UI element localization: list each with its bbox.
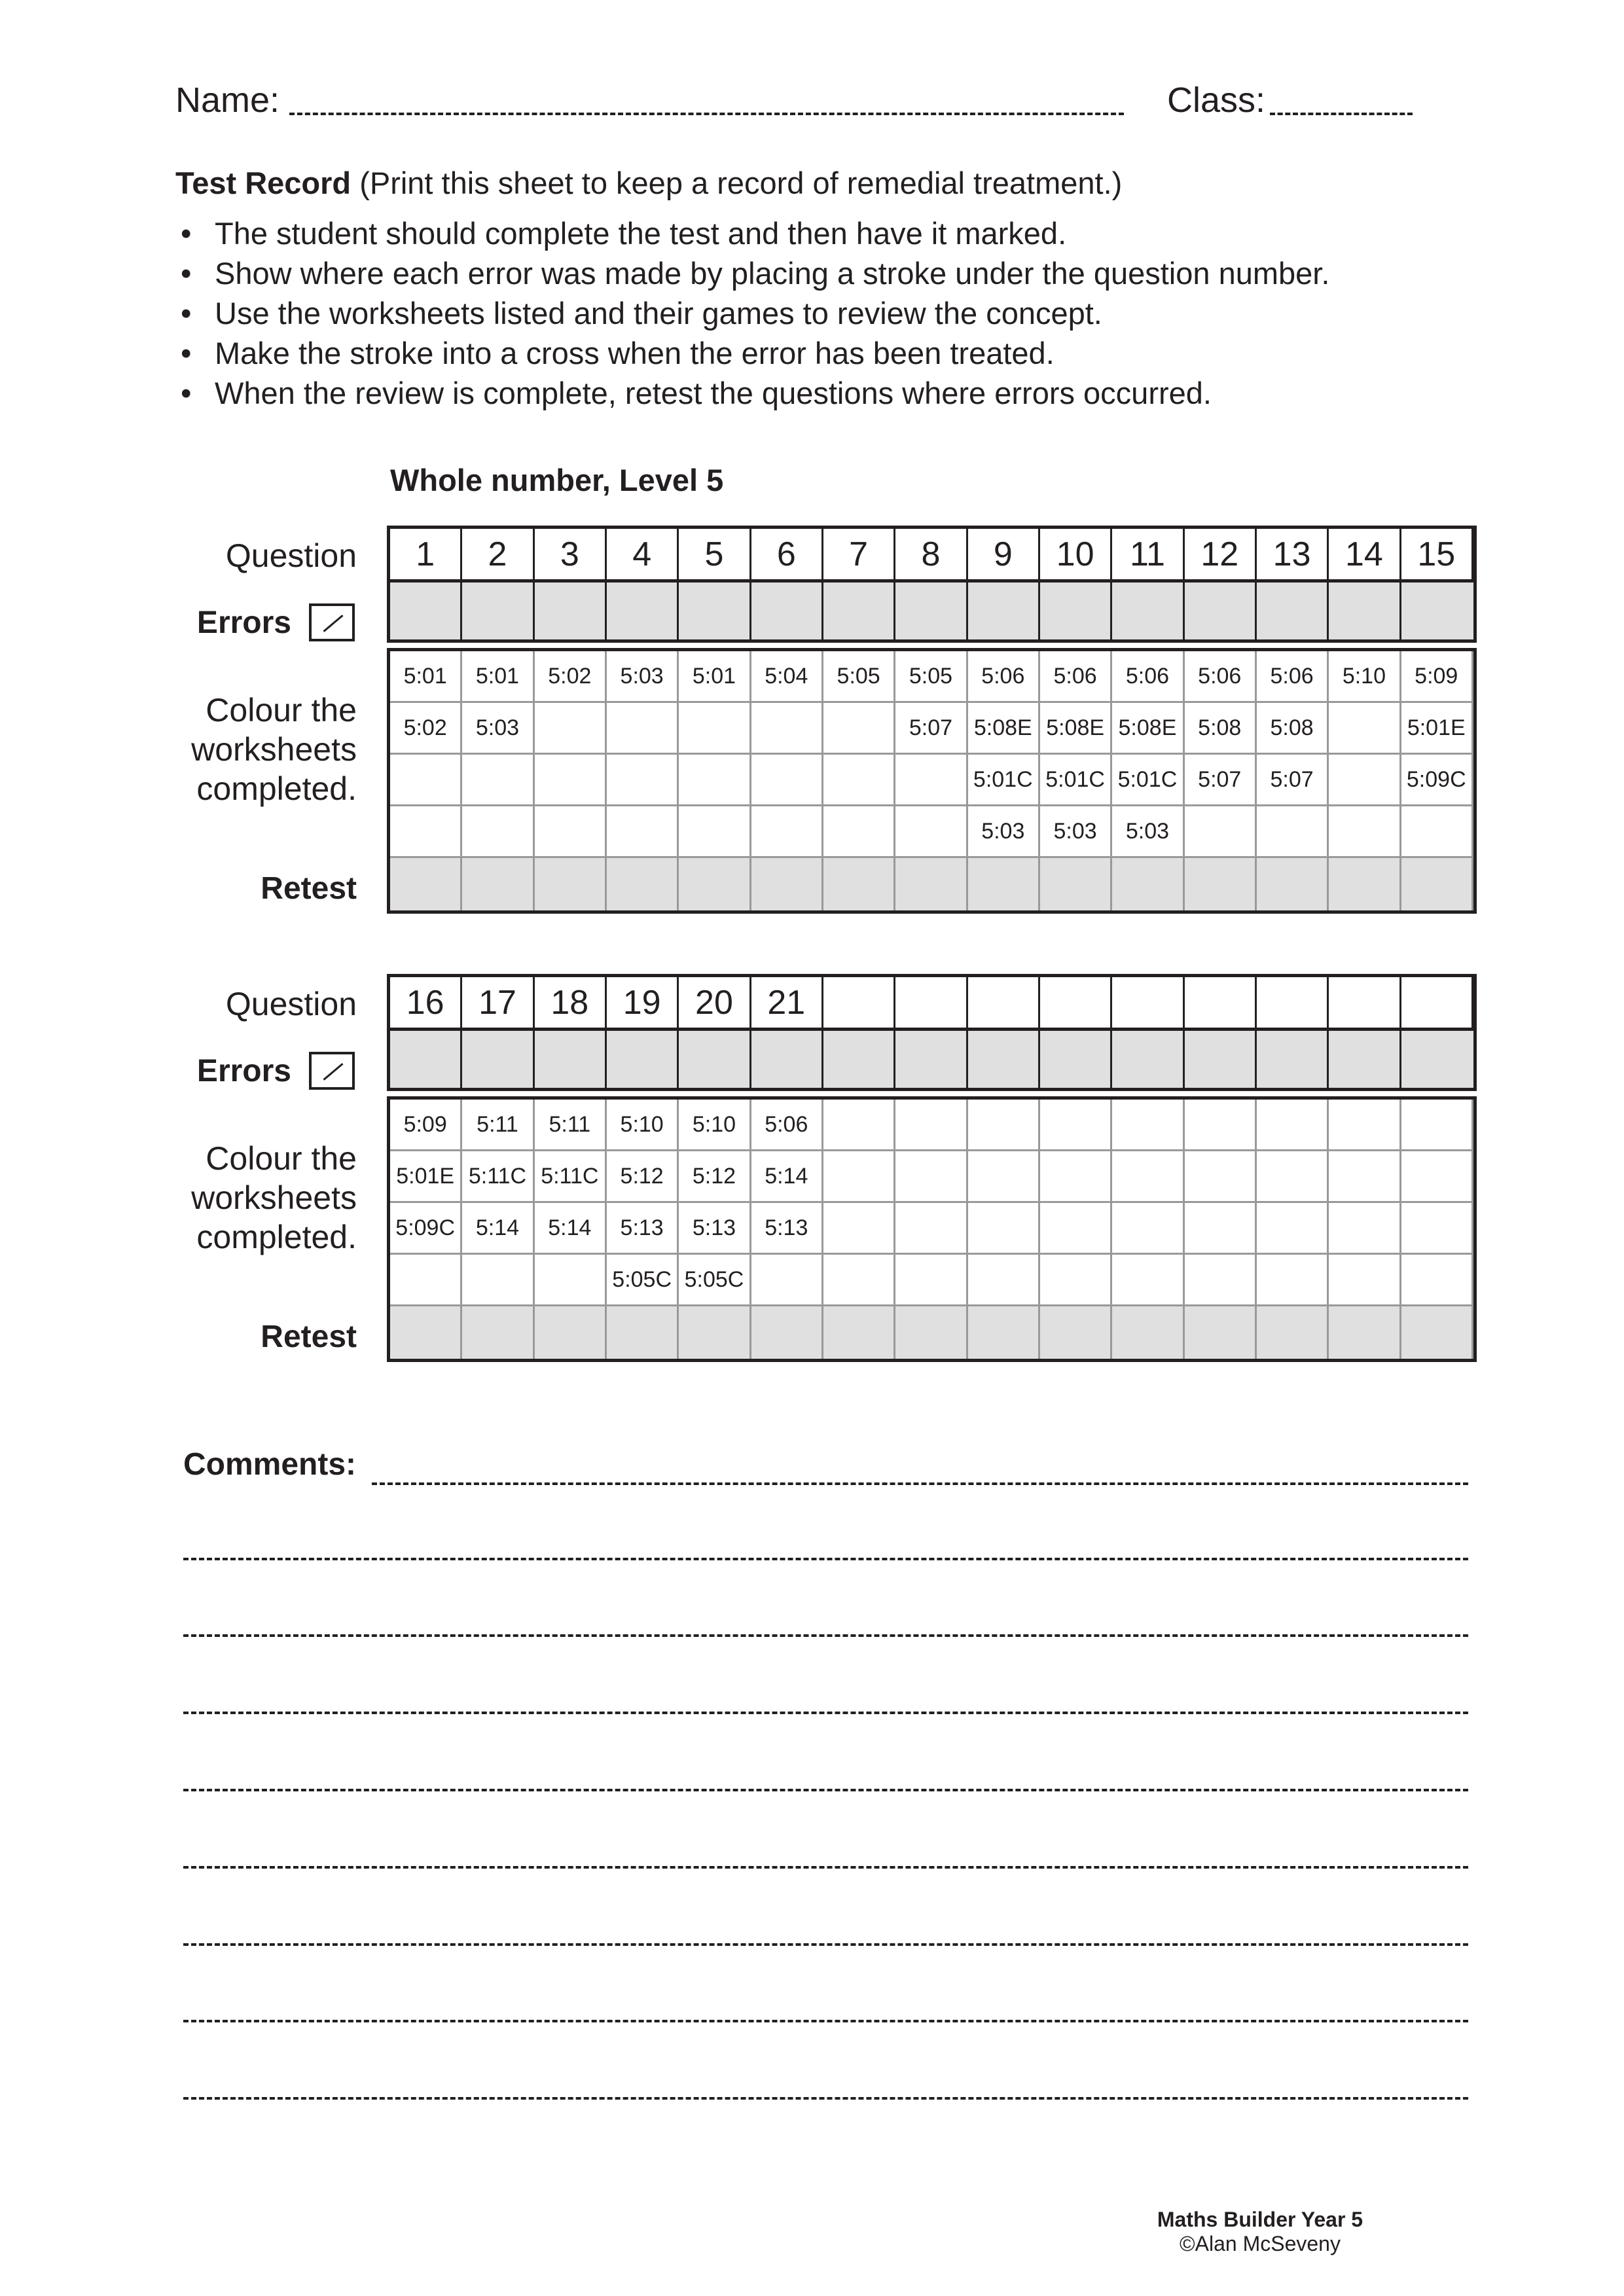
footer-copyright: ©Alan McSeveny (1180, 2232, 1341, 2255)
retest-cell[interactable] (390, 1306, 462, 1359)
worksheet-cell[interactable]: 5:03 (1112, 806, 1184, 856)
worksheet-cell[interactable] (895, 755, 967, 804)
question-number: 14 (1329, 529, 1401, 579)
error-cell[interactable] (535, 1031, 607, 1088)
error-cell[interactable] (607, 1031, 679, 1088)
instruction-item: • Use the worksheets listed and their games to review the concept. (175, 293, 1329, 333)
worksheet-cell[interactable]: 5:05 (895, 651, 967, 701)
question-number: 1 (390, 529, 462, 579)
worksheet-cell[interactable] (895, 1255, 967, 1304)
worksheet-cell[interactable]: 5:08E (968, 703, 1040, 753)
errors-row (387, 583, 1477, 643)
worksheet-cell[interactable]: 5:01 (462, 651, 534, 701)
worksheet-cell[interactable] (968, 1100, 1040, 1149)
worksheet-row (390, 1203, 1473, 1255)
error-cell[interactable] (462, 583, 534, 639)
retest-cell[interactable] (823, 1306, 895, 1359)
worksheet-cell[interactable] (607, 755, 679, 804)
question-number: 4 (607, 529, 679, 579)
worksheet-cell[interactable] (823, 1255, 895, 1304)
error-cell[interactable] (1185, 583, 1257, 639)
level-title: Whole number, Level 5 (390, 463, 724, 497)
comment-line[interactable] (183, 2097, 1468, 2100)
worksheet-row (390, 1151, 1473, 1203)
worksheet-cell[interactable]: 5:08 (1185, 703, 1257, 753)
intro-heading (175, 164, 1122, 203)
worksheet-cell[interactable] (1257, 1100, 1329, 1149)
worksheet-cell[interactable] (1257, 1151, 1329, 1201)
question-number: 18 (535, 977, 607, 1028)
worksheet-cell[interactable] (1185, 806, 1257, 856)
worksheet-cell[interactable]: 5:01C (968, 755, 1040, 804)
question-number: 15 (1401, 529, 1473, 579)
worksheet-cell[interactable]: 5:12 (607, 1151, 679, 1201)
retest-label-1: Retest (261, 871, 357, 906)
retest-cell[interactable] (1401, 858, 1473, 910)
question-number: 9 (968, 529, 1040, 579)
worksheet-cell[interactable]: 5:07 (895, 703, 967, 753)
worksheets-block (387, 648, 1477, 914)
worksheet-cell[interactable]: 5:13 (679, 1203, 751, 1253)
worksheet-cell[interactable]: 5:07 (1257, 755, 1329, 804)
question-number: 20 (679, 977, 751, 1028)
worksheet-cell[interactable] (1185, 1203, 1257, 1253)
worksheet-cell[interactable] (1040, 1151, 1112, 1201)
class-label: Class: (1167, 81, 1266, 120)
worksheet-cell[interactable] (751, 806, 823, 856)
question-number (968, 977, 1040, 1028)
retest-cell[interactable] (535, 858, 607, 910)
worksheet-cell[interactable] (751, 755, 823, 804)
name-field[interactable] (289, 113, 1124, 115)
retest-cell[interactable] (751, 858, 823, 910)
worksheet-cell[interactable] (823, 703, 895, 753)
instruction-item: • Show where each error was made by placing a stroke under the question number. (175, 253, 1329, 293)
worksheet-cell[interactable] (390, 755, 462, 804)
question-label-2: Question (225, 986, 357, 1022)
worksheet-cell[interactable]: 5:01C (1112, 755, 1184, 804)
error-cell[interactable] (1401, 583, 1473, 639)
worksheet-cell[interactable]: 5:06 (1112, 651, 1184, 701)
instruction-item: • Make the stroke into a cross when the error has been treated. (175, 333, 1329, 373)
worksheet-cell[interactable] (751, 1255, 823, 1304)
error-cell[interactable] (390, 1031, 462, 1088)
retest-cell[interactable] (968, 858, 1040, 910)
worksheet-cell[interactable]: 5:09 (390, 1100, 462, 1149)
question-number (1112, 977, 1184, 1028)
retest-cell[interactable] (462, 1306, 534, 1359)
worksheet-cell[interactable]: 5:06 (968, 651, 1040, 701)
retest-label-2: Retest (261, 1319, 357, 1354)
retest-cell[interactable] (679, 858, 751, 910)
retest-cell[interactable] (968, 1306, 1040, 1359)
intro-note: (Print this sheet to keep a record of remedial treatment.) (359, 166, 1123, 200)
colour-line-1: Colour the (206, 1140, 357, 1177)
worksheet-cell[interactable]: 5:13 (607, 1203, 679, 1253)
worksheet-row (390, 1255, 1473, 1306)
question-number: 2 (462, 529, 534, 579)
worksheet-cell[interactable] (462, 1255, 534, 1304)
worksheet-cell[interactable]: 5:14 (751, 1151, 823, 1201)
stroke-key-icon (309, 1052, 355, 1090)
retest-cell[interactable] (1185, 1306, 1257, 1359)
errors-label-2: Errors (196, 1054, 291, 1088)
error-cell[interactable] (390, 583, 462, 639)
question-number: 17 (462, 977, 534, 1028)
worksheet-cell[interactable] (1329, 1100, 1401, 1149)
question-number (1257, 977, 1329, 1028)
colour-label-2 (131, 1139, 357, 1257)
intro-title: Test Record (175, 166, 352, 200)
worksheet-cell[interactable] (535, 806, 607, 856)
colour-line-1: Colour the (206, 692, 357, 728)
worksheet-cell[interactable] (895, 806, 967, 856)
worksheet-cell[interactable]: 5:08E (1040, 703, 1112, 753)
question-number: 8 (895, 529, 967, 579)
class-field[interactable] (1270, 113, 1413, 115)
worksheet-cell[interactable] (1329, 1151, 1401, 1201)
worksheet-cell[interactable]: 5:03 (462, 703, 534, 753)
worksheet-cell[interactable]: 5:04 (751, 651, 823, 701)
worksheet-cell[interactable] (1401, 1151, 1473, 1201)
error-cell[interactable] (751, 583, 823, 639)
comment-line[interactable] (183, 1712, 1468, 1714)
worksheet-cell[interactable] (1112, 1255, 1184, 1304)
question-number (1329, 977, 1401, 1028)
comment-line[interactable] (183, 1634, 1468, 1637)
retest-cell[interactable] (390, 858, 462, 910)
comment-line[interactable] (183, 1558, 1468, 1560)
retest-cell[interactable] (1185, 858, 1257, 910)
worksheet-row (390, 651, 1473, 703)
worksheet-cell[interactable]: 5:10 (607, 1100, 679, 1149)
question-number (1040, 977, 1112, 1028)
worksheet-cell[interactable] (1185, 1151, 1257, 1201)
worksheet-cell[interactable] (968, 1151, 1040, 1201)
worksheet-cell[interactable] (1257, 1255, 1329, 1304)
worksheet-cell[interactable] (823, 806, 895, 856)
worksheet-cell[interactable] (390, 806, 462, 856)
worksheet-cell[interactable] (679, 806, 751, 856)
question-number: 7 (823, 529, 895, 579)
worksheet-cell[interactable]: 5:05C (679, 1255, 751, 1304)
error-cell[interactable] (1257, 1031, 1329, 1088)
worksheet-cell[interactable] (1040, 1203, 1112, 1253)
error-cell[interactable] (1112, 583, 1184, 639)
question-row (387, 526, 1477, 583)
question-number (1401, 977, 1473, 1028)
retest-cell[interactable] (679, 1306, 751, 1359)
worksheet-cell[interactable]: 5:09 (1401, 651, 1473, 701)
colour-line-3: completed. (196, 770, 357, 807)
error-cell[interactable] (1257, 583, 1329, 639)
error-cell[interactable] (823, 583, 895, 639)
worksheet-cell[interactable]: 5:01E (390, 1151, 462, 1201)
comment-line[interactable] (183, 1789, 1468, 1791)
question-number: 12 (1185, 529, 1257, 579)
error-cell[interactable] (1040, 583, 1112, 639)
worksheet-cell[interactable] (1112, 1203, 1184, 1253)
worksheet-cell[interactable] (823, 1151, 895, 1201)
worksheet-cell[interactable] (1329, 703, 1401, 753)
worksheet-cell[interactable]: 5:03 (968, 806, 1040, 856)
worksheet-cell[interactable]: 5:03 (1040, 806, 1112, 856)
worksheet-cell[interactable]: 5:07 (1185, 755, 1257, 804)
worksheet-cell[interactable] (895, 1151, 967, 1201)
worksheet-cell[interactable] (535, 755, 607, 804)
worksheet-cell[interactable] (1112, 1151, 1184, 1201)
worksheet-cell[interactable]: 5:11C (462, 1151, 534, 1201)
error-cell[interactable] (1040, 1031, 1112, 1088)
error-cell[interactable] (535, 583, 607, 639)
question-number: 21 (751, 977, 823, 1028)
retest-cell[interactable] (751, 1306, 823, 1359)
retest-cell[interactable] (462, 858, 534, 910)
question-number: 5 (679, 529, 751, 579)
error-cell[interactable] (895, 583, 967, 639)
test-record-table-1 (387, 526, 1477, 914)
footer-book-title: Maths Builder Year 5 (1157, 2208, 1363, 2231)
error-cell[interactable] (968, 583, 1040, 639)
worksheet-cell[interactable] (1329, 806, 1401, 856)
errors-label-1: Errors (196, 605, 291, 640)
retest-cell[interactable] (1040, 1306, 1112, 1359)
comment-line[interactable] (183, 2020, 1468, 2022)
worksheet-cell[interactable] (1257, 1203, 1329, 1253)
error-cell[interactable] (895, 1031, 967, 1088)
worksheet-cell[interactable]: 5:06 (1257, 651, 1329, 701)
worksheet-cell[interactable] (1401, 1203, 1473, 1253)
error-cell[interactable] (679, 583, 751, 639)
question-number: 13 (1257, 529, 1329, 579)
retest-cell[interactable] (823, 858, 895, 910)
worksheet-cell[interactable] (390, 1255, 462, 1304)
worksheet-cell[interactable] (462, 755, 534, 804)
worksheet-cell[interactable] (1112, 1100, 1184, 1149)
worksheet-cell[interactable]: 5:03 (607, 651, 679, 701)
worksheet-cell[interactable]: 5:11C (535, 1151, 607, 1201)
colour-line-3: completed. (196, 1219, 357, 1255)
retest-cell[interactable] (1329, 1306, 1401, 1359)
worksheet-cell[interactable] (607, 806, 679, 856)
retest-cell[interactable] (895, 1306, 967, 1359)
worksheet-cell[interactable] (1185, 1100, 1257, 1149)
question-number: 19 (607, 977, 679, 1028)
retest-cell[interactable] (1329, 858, 1401, 910)
worksheet-cell[interactable] (535, 703, 607, 753)
comments-line[interactable] (372, 1482, 1468, 1485)
worksheet-cell[interactable]: 5:02 (390, 703, 462, 753)
worksheet-cell[interactable] (1329, 755, 1401, 804)
worksheet-cell[interactable] (1329, 1203, 1401, 1253)
worksheet-cell[interactable] (968, 1255, 1040, 1304)
error-cell[interactable] (968, 1031, 1040, 1088)
error-cell[interactable] (1401, 1031, 1473, 1088)
worksheet-row (390, 755, 1473, 806)
worksheet-cell[interactable]: 5:09C (1401, 755, 1473, 804)
error-cell[interactable] (1185, 1031, 1257, 1088)
retest-row (390, 858, 1473, 910)
worksheet-cell[interactable]: 5:01C (1040, 755, 1112, 804)
errors-row (387, 1031, 1477, 1091)
retest-cell[interactable] (1112, 858, 1184, 910)
worksheet-cell[interactable] (1401, 1255, 1473, 1304)
stroke-key-icon (309, 603, 355, 641)
comment-line[interactable] (183, 1866, 1468, 1869)
comment-line[interactable] (183, 1943, 1468, 1946)
retest-cell[interactable] (607, 858, 679, 910)
worksheet-cell[interactable] (1040, 1100, 1112, 1149)
question-number: 16 (390, 977, 462, 1028)
question-label-1: Question (225, 537, 357, 574)
worksheet-cell[interactable] (823, 1100, 895, 1149)
worksheet-cell[interactable] (751, 703, 823, 753)
worksheet-cell[interactable] (1329, 1255, 1401, 1304)
worksheet-cell[interactable] (607, 703, 679, 753)
colour-label-1 (131, 691, 357, 808)
worksheet-cell[interactable] (462, 806, 534, 856)
worksheet-cell[interactable]: 5:01 (679, 651, 751, 701)
worksheet-cell[interactable] (1257, 806, 1329, 856)
worksheet-cell[interactable] (823, 1203, 895, 1253)
worksheet-cell[interactable]: 5:01 (390, 651, 462, 701)
worksheet-cell[interactable] (1401, 1100, 1473, 1149)
retest-cell[interactable] (895, 858, 967, 910)
worksheet-cell[interactable] (1040, 1255, 1112, 1304)
worksheet-cell[interactable]: 5:14 (462, 1203, 534, 1253)
instruction-item: • The student should complete the test and then have it marked. (175, 213, 1329, 253)
worksheet-cell[interactable]: 5:05C (607, 1255, 679, 1304)
error-cell[interactable] (679, 1031, 751, 1088)
worksheet-cell[interactable]: 5:11 (462, 1100, 534, 1149)
worksheet-cell[interactable]: 5:11 (535, 1100, 607, 1149)
question-row (387, 974, 1477, 1031)
worksheet-cell[interactable] (679, 703, 751, 753)
worksheet-cell[interactable]: 5:10 (679, 1100, 751, 1149)
worksheet-cell[interactable]: 5:13 (751, 1203, 823, 1253)
worksheet-cell[interactable] (1401, 806, 1473, 856)
instruction-item: • When the review is complete, retest the questions where errors occurred. (175, 373, 1329, 413)
question-number: 3 (535, 529, 607, 579)
worksheet-row (390, 1100, 1473, 1151)
question-number (823, 977, 895, 1028)
worksheet-cell[interactable] (968, 1203, 1040, 1253)
question-number: 6 (751, 529, 823, 579)
comments-label: Comments: (183, 1447, 357, 1482)
question-number: 11 (1112, 529, 1184, 579)
worksheet-cell[interactable]: 5:12 (679, 1151, 751, 1201)
worksheet-cell[interactable]: 5:06 (1185, 651, 1257, 701)
worksheet-cell[interactable]: 5:14 (535, 1203, 607, 1253)
worksheet-cell[interactable]: 5:05 (823, 651, 895, 701)
worksheet-cell[interactable] (823, 755, 895, 804)
worksheet-cell[interactable]: 5:06 (1040, 651, 1112, 701)
error-cell[interactable] (823, 1031, 895, 1088)
test-record-table-2 (387, 974, 1477, 1362)
worksheet-row (390, 703, 1473, 755)
error-cell[interactable] (1329, 583, 1401, 639)
error-cell[interactable] (1112, 1031, 1184, 1088)
error-cell[interactable] (462, 1031, 534, 1088)
retest-cell[interactable] (535, 1306, 607, 1359)
error-cell[interactable] (1329, 1031, 1401, 1088)
worksheet-cell[interactable]: 5:10 (1329, 651, 1401, 701)
error-cell[interactable] (607, 583, 679, 639)
retest-cell[interactable] (1257, 858, 1329, 910)
worksheet-cell[interactable] (679, 755, 751, 804)
worksheet-cell[interactable] (535, 1255, 607, 1304)
worksheet-cell[interactable] (1185, 1255, 1257, 1304)
name-label: Name: (175, 81, 280, 120)
worksheet-cell[interactable]: 5:02 (535, 651, 607, 701)
worksheet-cell[interactable]: 5:01E (1401, 703, 1473, 753)
question-number: 10 (1040, 529, 1112, 579)
retest-row (390, 1306, 1473, 1359)
worksheets-block (387, 1096, 1477, 1362)
worksheet-cell[interactable] (895, 1100, 967, 1149)
retest-cell[interactable] (1257, 1306, 1329, 1359)
error-cell[interactable] (751, 1031, 823, 1088)
instruction-list (175, 213, 1329, 413)
retest-cell[interactable] (1112, 1306, 1184, 1359)
retest-cell[interactable] (1401, 1306, 1473, 1359)
worksheet-cell[interactable] (895, 1203, 967, 1253)
worksheet-cell[interactable]: 5:08 (1257, 703, 1329, 753)
worksheet-cell[interactable]: 5:08E (1112, 703, 1184, 753)
retest-cell[interactable] (1040, 858, 1112, 910)
colour-line-2: worksheets (191, 1179, 357, 1216)
question-number (895, 977, 967, 1028)
worksheet-row (390, 806, 1473, 858)
worksheet-cell[interactable]: 5:09C (390, 1203, 462, 1253)
worksheet-cell[interactable]: 5:06 (751, 1100, 823, 1149)
colour-line-2: worksheets (191, 731, 357, 768)
question-number (1185, 977, 1257, 1028)
retest-cell[interactable] (607, 1306, 679, 1359)
